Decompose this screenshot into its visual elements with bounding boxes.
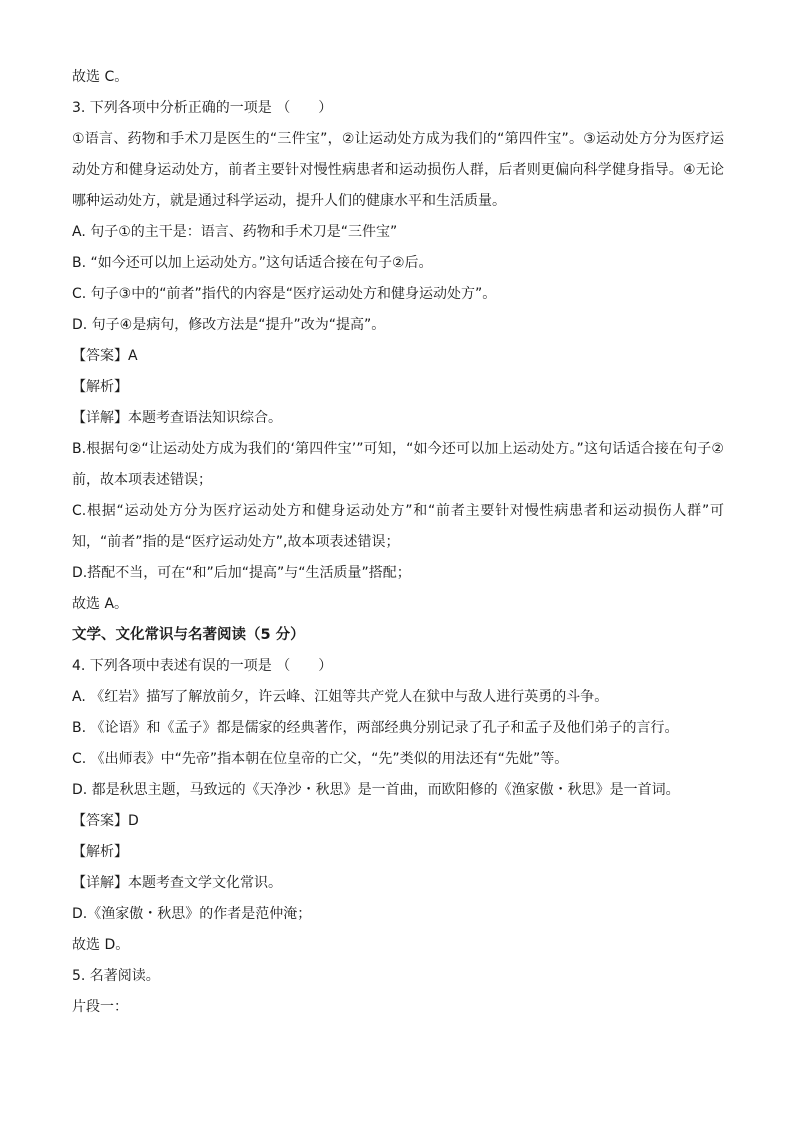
q3-explanation-b: B.根据句②“让运动处方成为我们的‘第四件宝’”可知，“如今还可以加上运动处方。”这句话适合接在句子②前，故本项表述错误；	[72, 441, 724, 488]
section-title: 文学、文化常识与名著阅读（5 分）	[72, 627, 305, 643]
q3-option-d: D. 句子④是病句，修改方法是“提升”改为“提高”。	[72, 317, 386, 333]
q4-option-d: D. 都是秋思主题，马致远的《天净沙・秋思》是一首曲，而欧阳修的《渔家傲・秋思》是一首词。	[72, 782, 680, 798]
q3-answer: 【答案】A	[72, 348, 138, 364]
q4-explanation-d: D.《渔家傲・秋思》的作者是范仲淹；	[72, 906, 312, 922]
q4-option-b: B. 《论语》和《孟子》都是儒家的经典著作，两部经典分别记录了孔子和孟子及他们弟子的言行。	[72, 720, 679, 736]
q3-passage: ①语言、药物和手术刀是医生的“三件宝”，②让运动处方成为我们的“第四件宝”。③运动处方分为医疗运动处方和健身运动处方，前者主要针对慢性病患者和运动损伤人群，后者则更偏向科学健身指导。④无论哪种运动处方，就是通过科学运动，提升人们的健康水平和生活质量。	[72, 131, 724, 209]
q3-option-c: C. 句子③中的“前者”指代的内容是“医疗运动处方和健身运动处方”。	[72, 286, 497, 302]
q4-stem: 4. 下列各项中表述有误的一项是 （ ）	[72, 658, 333, 674]
q3-option-b: B. “如今还可以加上运动处方。”这句话适合接在句子②后。	[72, 255, 433, 271]
q4-option-c: C. 《出师表》中“先帝”指本朝在位皇帝的亡父，“先”类似的用法还有“先妣”等。	[72, 751, 569, 767]
q5-stem: 5. 名著阅读。	[72, 968, 160, 984]
page-content	[72, 62, 724, 1023]
q3-explanation-c: C.根据“运动处方分为医疗运动处方和健身运动处方”和“前者主要针对慢性病患者和运动损伤人群”可知，“前者”指的是“医疗运动处方”,故本项表述错误；	[72, 503, 724, 550]
q3-option-a: A. 句子①的主干是：语言、药物和手术刀是“三件宝”	[72, 224, 398, 240]
q4-analysis-label: 【解析】	[72, 844, 128, 860]
q4-detail: 【详解】本题考查文学文化常识。	[72, 875, 282, 891]
q3-stem: 3. 下列各项中分析正确的一项是 （ ）	[72, 100, 333, 116]
q3-detail: 【详解】本题考查语法知识综合。	[72, 410, 282, 426]
q4-conclusion: 故选 D。	[72, 937, 130, 953]
q3-conclusion: 故选 A。	[72, 596, 129, 612]
q3-explanation-d: D.搭配不当，可在“和”后加“提高”与“生活质量”搭配；	[72, 565, 411, 581]
q4-option-a: A. 《红岩》描写了解放前夕，许云峰、江姐等共产党人在狱中与敌人进行英勇的斗争。	[72, 689, 609, 705]
q3-analysis-label: 【解析】	[72, 379, 128, 395]
q5-fragment-label: 片段一：	[72, 999, 128, 1015]
q2-conclusion: 故选 C。	[72, 69, 129, 85]
q4-answer: 【答案】D	[72, 813, 139, 829]
